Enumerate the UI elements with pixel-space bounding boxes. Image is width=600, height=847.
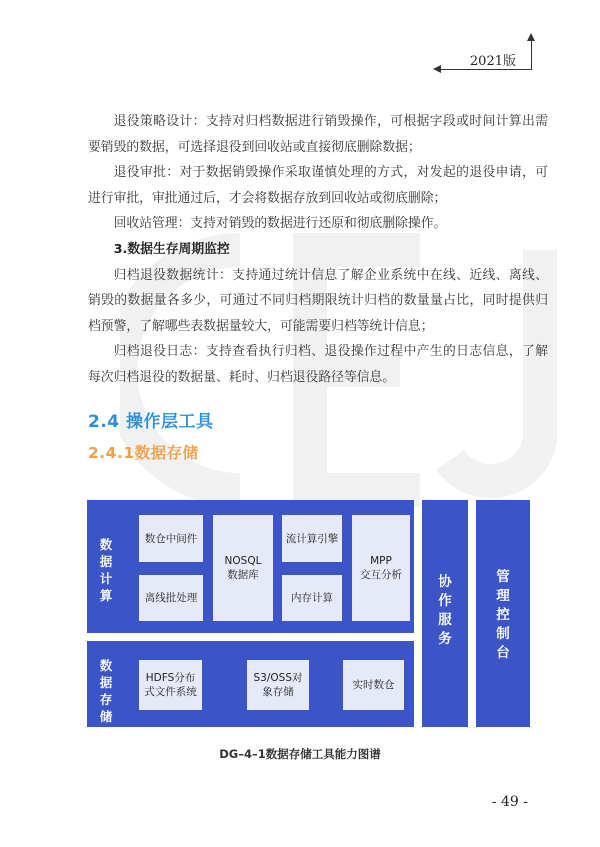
subhead-lifecycle-monitoring: 3.数据生存周期监控 [113, 241, 230, 257]
paragraph-retire-strategy: 退役策略设计：支持对归档数据进行销毁操作，可根据字段或时间计算出需要销毁的数据，可选择退役到回收站或直接彻底删除数据； [88, 114, 548, 155]
box-warehouse-middleware: 数仓中间件 [139, 515, 203, 562]
arrow-up-icon [527, 33, 535, 41]
compute-label: 数据计算 [99, 537, 113, 603]
collab-label: 协作服务 [438, 574, 452, 647]
storage-label: 数据存储 [99, 658, 113, 724]
page-number: - 49 - [491, 794, 528, 810]
box-s3-line1: S3/OSS对 [253, 672, 303, 684]
storage-panel [87, 641, 414, 727]
manage-label: 管理控制台 [496, 569, 510, 661]
box-stream-engine: 流计算引擎 [282, 515, 342, 562]
edition-year: 2021版 [469, 54, 516, 69]
box-mpp [352, 515, 410, 621]
box-realtime-warehouse: 实时数仓 [343, 660, 404, 710]
arrow-left-icon [433, 65, 441, 73]
paragraph-archive-statistics: 归档退役数据统计：支持通过统计信息了解企业系统中在线、近线、离线、销毁的数据量各多少，可通过不同归档期限统计归档的数量量占比，同时提供归档预警，了解哪些表数据量较大，可能需要归档等统计信息； [88, 267, 548, 334]
box-mpp-line1: MPP [370, 555, 392, 567]
paragraph-recycle-bin: 回收站管理：支持对销毁的数据进行还原和彻底删除操作。 [113, 216, 447, 232]
box-hdfs-line2: 式文件系统 [144, 686, 197, 698]
box-nosql-line2: 数据库 [227, 569, 259, 581]
section-heading: 2.4 操作层工具 [88, 412, 214, 432]
box-hdfs-line1: HDFS分布 [145, 672, 196, 684]
paragraph-archive-log: 归档退役日志：支持查看执行归档、退役操作过程中产生的日志信息，了解每次归档退役的数据量、耗时、归档退役路径等信息。 [88, 344, 548, 385]
figure-caption: DG–4–1数据存储工具能力图谱 [219, 747, 381, 761]
box-mpp-line2: 交互分析 [360, 569, 402, 581]
box-nosql [213, 515, 273, 621]
box-in-memory: 内存计算 [282, 575, 342, 621]
box-offline-batch: 离线批处理 [139, 575, 203, 621]
box-hdfs [139, 660, 202, 710]
header-rule-vertical [531, 40, 532, 70]
subsection-heading: 2.4.1数据存储 [88, 444, 199, 462]
header-rule-horizontal [440, 69, 532, 70]
box-s3-line2: 象存储 [262, 686, 294, 698]
storage-capability-diagram [87, 500, 542, 728]
box-nosql-line1: NOSQL [224, 555, 262, 567]
box-s3-oss [247, 660, 309, 710]
paragraph-retire-approval: 退役审批：对于数据销毁操作采取谨慎处理的方式，对发起的退役申请，可进行审批，审批通过后，才会将数据存放到回收站或彻底删除； [88, 165, 548, 206]
compute-panel [87, 500, 414, 633]
manage-console-panel [476, 500, 530, 727]
body-text [88, 109, 548, 391]
collab-service-panel [422, 500, 468, 727]
